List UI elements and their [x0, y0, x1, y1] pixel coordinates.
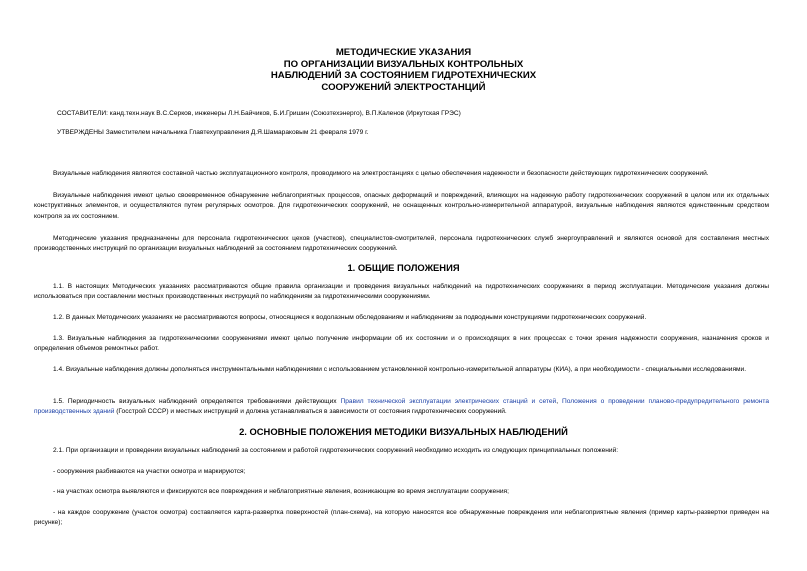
- intro-paragraph: Визуальные наблюдения являются составной частью эксплуатационного контроля, проводимого на электростанциях с целью обеспечения надежности и безопасности действующих гидротехнических сооружений.: [53, 170, 709, 177]
- paragraph-1-4: 1.4. Визуальные наблюдения должны дополняться инструментальными наблюдениями с использованием установленной контрольно-измерительной аппаратуры (КИА), а при необходимости - специальными исследованиями.: [53, 366, 747, 373]
- title-line: МЕТОДИЧЕСКИЕ УКАЗАНИЯ: [335, 47, 472, 58]
- list-item: - на каждое сооружение (участок осмотра) составляется карта-развертка поверхностей (план-схема), на которую наносятся все обнаруженные повреждения или неблагоприятные явления (пример карты-развертки приведен на рисунке);: [34, 509, 769, 527]
- title-line: СООРУЖЕНИЙ ЭЛЕКТРОСТАНЦИЙ: [321, 81, 486, 93]
- title-line: ПО ОРГАНИЗАЦИИ ВИЗУАЛЬНЫХ КОНТРОЛЬНЫХ: [283, 58, 524, 70]
- intro-paragraph: Методические указания предназначены для персонала гидротехнических цехов (участков), специалистов-смотрителей, персонала гидротехнических служб энергоуправлений и являются основой для составления местных производственных инструкций по организации визуальных наблюдений за состоянием гидротехнических сооружений.: [34, 235, 769, 253]
- paragraph-1-5-text: 1.5. Периодичность визуальных наблюдений определяется требованиями действующих: [53, 398, 341, 405]
- intro-paragraph: Визуальные наблюдения имеют целью своевременное обнаружение неблагоприятных процессов, опасных деформаций и повреждений, влияющих на надежную работу гидротехнических сооружений в целом или их отдельных конструктивных элементов, и осуществляются путем регулярных осмотров. Для гидротехнических сооружений, не оснащенных контрольно-измерительной аппаратурой, визуальные наблюдения являются единственным средством контроля за их состоянием.: [34, 192, 769, 220]
- paragraph-1-2: 1.2. В данных Методических указаниях не рассматриваются вопросы, относящиеся к водолазным обследованиям и наблюдениям за подводными конструкциями гидротехнических сооружений.: [53, 314, 647, 321]
- paragraph-1-5-text: (Госстрой СССР) и местных инструкций и должна устанавливаться в зависимости от состояния гидротехнических сооружений.: [114, 408, 507, 416]
- rules-link[interactable]: Правил технической эксплуатации электрических станций и сетей: [340, 398, 557, 405]
- title-line: НАБЛЮДЕНИЙ ЗА СОСТОЯНИЕМ ГИДРОТЕХНИЧЕСКИХ: [270, 70, 537, 82]
- section-1-heading: 1. ОБЩИЕ ПОЛОЖЕНИЯ: [347, 262, 460, 273]
- approved-line: УТВЕРЖДЕНЫ Заместителем начальника Главтехуправления Д.Я.Шамараковым 21 февраля 1979 г.: [57, 129, 369, 136]
- authors-line: СОСТАВИТЕЛИ: канд.техн.наук В.С.Серков, инженеры Л.Н.Байчиков, Б.И.Гришин (Союзтехэнерго), В.П.Каленов (Иркутская ГРЭС): [57, 110, 461, 117]
- paragraph-1-3: 1.3. Визуальные наблюдения за гидротехническими сооружениями имеют целью получение информации об их состоянии и о происходящих в них процессах с точки зрения надежности сооружения, назначения сроков и определения объемов ремонтных работ.: [34, 335, 769, 353]
- list-item: - на участках осмотра выявляются и фиксируются все повреждения и неблагоприятные явления, возникающие во время эксплуатации сооружения;: [53, 488, 509, 495]
- paragraph-1-1: 1.1. В настоящих Методических указаниях рассматриваются общие правила организации и проведения визуальных наблюдений на гидротехнических сооружениях в период эксплуатации. Методические указания должны использоваться при составлении местных производственных инструкций по наблюдениям за гидротехническими сооружениями.: [34, 283, 769, 301]
- regulation-link[interactable]: Положения о проведении планово-предупредительного ремонта производственных зданий: [34, 398, 769, 416]
- document-title: [0, 47, 807, 93]
- list-item: - сооружения разбиваются на участки осмотра и маркируются;: [53, 468, 246, 475]
- paragraph-1-5: [34, 397, 769, 418]
- paragraph-2-1: 2.1. При организации и проведении визуальных наблюдений за состоянием и работой гидротехнических сооружений необходимо исходить из следующих принципиальных положений:: [53, 447, 619, 454]
- section-2-heading: 2. ОСНОВНЫЕ ПОЛОЖЕНИЯ МЕТОДИКИ ВИЗУАЛЬНЫХ НАБЛЮДЕНИЙ: [239, 426, 568, 437]
- paragraph-1-5-text: ,: [556, 398, 562, 405]
